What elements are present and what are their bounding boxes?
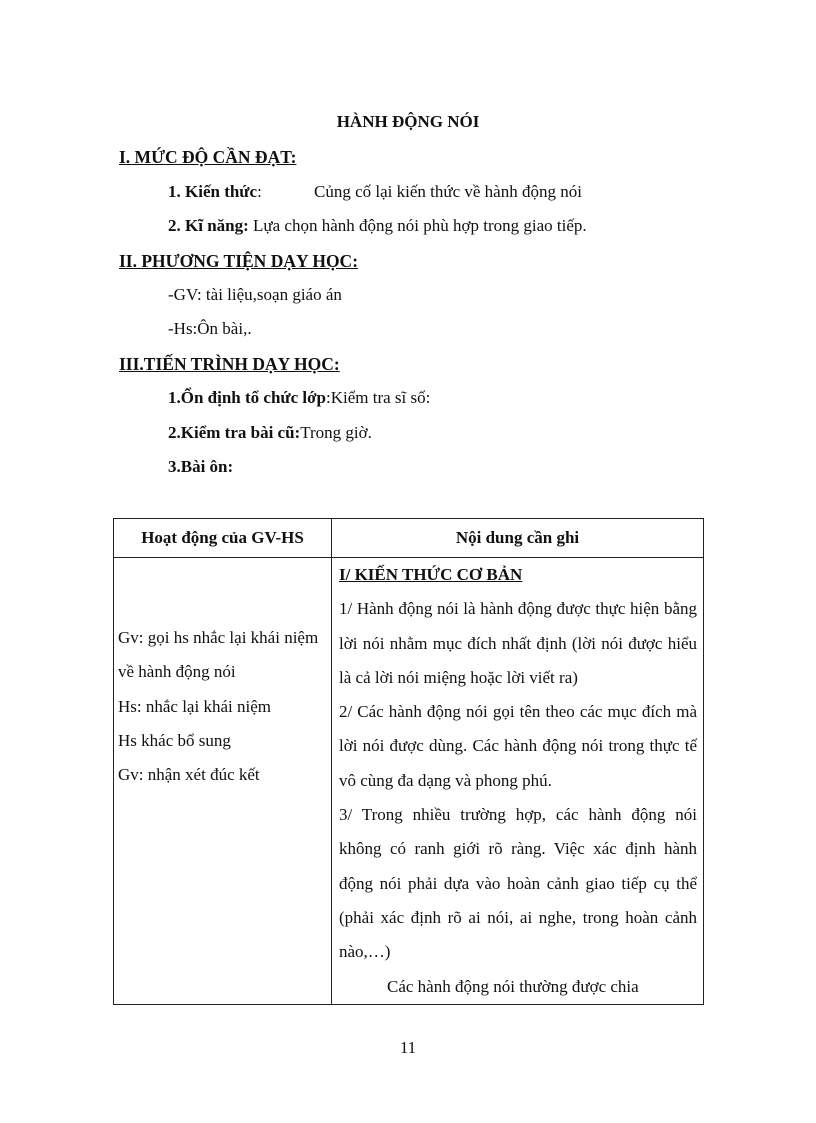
lesson-table	[113, 518, 704, 1005]
activity-line: Hs khác bổ sung	[118, 730, 231, 750]
content-section-title: I/ KIẾN THỨC CƠ BẢN	[339, 565, 523, 584]
activity-line: Gv: gọi hs nhắc lại khái niệm về hành động nói	[118, 628, 319, 682]
section-3-item-1	[168, 388, 430, 408]
section-2-line-1: -GV: tài liệu,soạn giáo án	[168, 285, 342, 304]
page-number: 11	[399, 1038, 417, 1057]
section-2-line-2: -Hs:Ôn bài,.	[168, 319, 252, 338]
content-paragraph-indented	[339, 970, 697, 1004]
section-1-item-1-text: Củng cố lại kiến thức về hành động nói	[314, 182, 582, 201]
table-body-row	[114, 558, 704, 1005]
content-paragraph: 3/ Trong nhiều trường hợp, các hành động nói không có ranh giới rõ ràng. Việc xác định hành động nói phải dựa vào hoàn cảnh giao tiếp cụ thể (phải xác định rõ ai nói, ai nghe, trong hoàn cảnh nào,…)	[339, 805, 697, 962]
activity-line: Hs: nhắc lại khái niệm	[118, 696, 271, 716]
section-3-item-2	[168, 423, 372, 443]
table-header-row	[114, 519, 704, 558]
content-cell	[332, 558, 704, 1005]
section-3-heading: III.TIẾN TRÌNH DẠY HỌC:	[119, 354, 340, 374]
content-paragraph: Các hành động nói thường được chia	[387, 976, 639, 996]
item-label: 2.Kiểm tra bài cũ:	[168, 423, 301, 442]
section-3-item-3: 3.Bài ôn:	[168, 457, 234, 476]
item-colon: :	[257, 182, 262, 201]
section-1-heading: I. MỨC ĐỘ CẦN ĐẠT:	[119, 147, 297, 167]
header-right: Nội dung cần ghi	[332, 519, 704, 558]
item-text: Trong giờ.	[300, 423, 372, 442]
page-title: HÀNH ĐỘNG NÓI	[336, 112, 480, 131]
activities-cell	[114, 558, 332, 1005]
header-left: Hoạt động của GV-HS	[114, 519, 332, 558]
item-label: 1. Kiến thức	[168, 182, 258, 201]
item-label: 1.Ổn định tổ chức lớp	[168, 388, 327, 407]
item-text: :Kiểm tra sĩ số:	[326, 388, 431, 407]
section-2-heading: II. PHƯƠNG TIỆN DẠY HỌC:	[119, 251, 359, 271]
section-1-item-1	[168, 182, 262, 202]
content-paragraph: 1/ Hành động nói là hành động được thực hiện bằng lời nói nhằm mục đích nhất định (lời nói được hiểu là cả lời nói miệng hoặc lời viết ra)	[339, 599, 697, 687]
item-text: Lựa chọn hành động nói phù hợp trong giao tiếp.	[253, 216, 587, 235]
item-label: 2. Kĩ năng:	[168, 216, 249, 235]
section-1-item-2	[168, 216, 587, 236]
content-paragraph: 2/ Các hành động nói gọi tên theo các mục đích mà lời nói được dùng. Các hành động nói trong thực tế vô cùng đa dạng và phong phú.	[339, 702, 697, 790]
activity-line: Gv: nhận xét đúc kết	[118, 765, 260, 785]
